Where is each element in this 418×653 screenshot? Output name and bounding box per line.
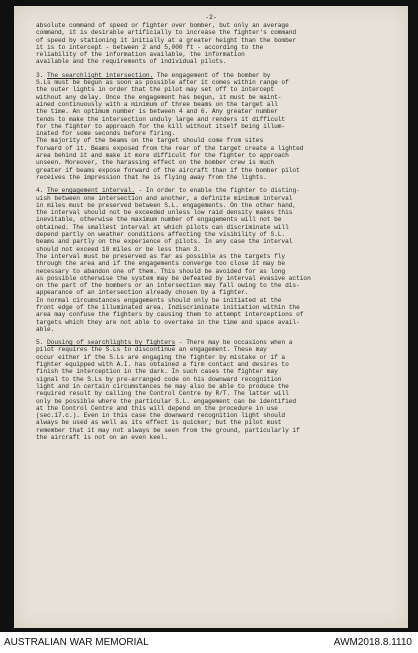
text-line — [36, 137, 390, 144]
text-line — [36, 130, 390, 137]
line-text: inevitable, otherwise the maximum number of engagements will not be — [36, 216, 282, 224]
text-line — [36, 22, 390, 29]
line-text: required result by calling the Control Centre by R/T. The latter will — [36, 390, 289, 398]
section-heading: The searchlight intersection. — [47, 71, 154, 79]
document-body — [36, 22, 390, 447]
paragraph — [36, 187, 390, 333]
line-text: command, it is desirable artificially to increase the fighter's command — [36, 29, 297, 37]
line-text: tends to make the intersection unduly large and renders it difficult — [36, 115, 286, 123]
text-line — [36, 72, 390, 79]
section-heading: The engagement interval. — [47, 187, 135, 195]
document-page — [14, 6, 408, 628]
text-line — [36, 195, 390, 202]
line-text: forward of it. Beams exposed from the rear of the target create a lighted — [36, 144, 304, 152]
line-text: fighter equipped with A.I. has obtained a firm contact and desires to — [36, 361, 289, 369]
line-text: signal to the S.Ls by pre-arranged code on his downward recognition — [36, 375, 282, 383]
section-heading: Dousing of searchlights by fighters — [47, 339, 176, 347]
text-line — [36, 238, 390, 245]
text-line — [36, 145, 390, 152]
text-line — [36, 152, 390, 159]
line-text: through the area and if the engagements converge too close it may be — [36, 260, 286, 268]
text-line — [36, 174, 390, 181]
line-text: The majority of the beams on the target should come from sites — [36, 137, 264, 145]
line-text: depend partly on weather conditions affecting the visibility of S.L. — [36, 231, 286, 239]
text-line — [36, 427, 390, 434]
text-line — [36, 376, 390, 383]
line-text: it is to intercept - between 2 and 5,000 ft - according to the — [36, 43, 264, 51]
text-line — [36, 326, 390, 333]
line-text: The interval must be preserved as far as possible as the targets fly — [36, 252, 286, 260]
line-text: the outer lights in order that the pilot may set off to intercept — [36, 86, 275, 94]
line-text: always be used as well as its effect is quicker; but the pilot must — [36, 419, 282, 427]
line-text: receives the impression that he is flying away from the lights. — [36, 173, 267, 181]
archive-footer — [0, 632, 418, 653]
line-text: inated for some seconds before firing. — [36, 130, 176, 138]
text-line — [36, 361, 390, 368]
line-text: the interval should not be exceeded unless low raid density makes this — [36, 209, 293, 217]
section-number: 3. — [36, 71, 44, 79]
text-line — [36, 412, 390, 419]
text-line — [36, 354, 390, 361]
text-line — [36, 289, 390, 296]
line-text: unseen. Moreover, the harassing effect on the bomber crew is much — [36, 159, 275, 167]
text-line — [36, 319, 390, 326]
line-text: without any delay. Once the engagement has begun, it must be maint- — [36, 93, 282, 101]
line-text: front edge of the illuminated area. Indiscriminate initiation within the — [36, 303, 300, 311]
page-number: -2- — [205, 14, 217, 21]
line-text: able. — [36, 325, 55, 333]
line-text: ained continuously with a minimum of three beams on the target all — [36, 100, 278, 108]
text-line — [36, 167, 390, 174]
text-line — [36, 383, 390, 390]
text-line — [36, 101, 390, 108]
line-text: the aircraft is not on an even keel. — [36, 434, 168, 442]
line-text: appearance of an intersection already chosen by a fighter. — [36, 289, 249, 297]
text-line — [36, 37, 390, 44]
line-text: obtained. The smallest interval at which pilots can discriminate will — [36, 223, 289, 231]
line-text: absolute command of speed or fighter over bomber, but only an average — [36, 22, 289, 29]
text-line — [36, 108, 390, 115]
line-text: beams and partly on the experience of pilots. In any case the interval — [36, 238, 293, 246]
line-text: The engagement of the bomber by — [156, 71, 271, 79]
line-text: remember that it may not always be seen from the ground, particularly if — [36, 426, 300, 434]
text-line — [36, 159, 390, 166]
line-text: on the part of the bombers or an intersection may fall owing to the dis- — [36, 282, 300, 290]
line-text: S.Ls must be begun as soon as possible after it comes within range of — [36, 79, 289, 87]
text-line — [36, 390, 390, 397]
paragraph — [36, 22, 390, 66]
text-line — [36, 116, 390, 123]
text-line — [36, 94, 390, 101]
text-line — [36, 44, 390, 51]
text-line — [36, 297, 390, 304]
line-text: of speed by stationing it initially at a greater height than the bomber — [36, 36, 297, 44]
section-number: 4. — [36, 187, 44, 195]
line-text: area behind it and make it more difficult for the fighter to approach — [36, 152, 289, 160]
line-text: area may confuse the fighters by causing them to attempt interceptions of — [36, 311, 304, 319]
text-line — [36, 202, 390, 209]
text-line — [36, 434, 390, 441]
section-number: 5. — [36, 339, 44, 347]
line-text: (sec.17.c.). Even in this case the downward recognition light should — [36, 412, 286, 420]
line-text: pilot requires the S.Ls to discontinue an engagement. These may — [36, 346, 267, 354]
line-text: uish between one intersection and another, a definite minimum interval — [36, 194, 293, 202]
text-line — [36, 405, 390, 412]
text-line — [36, 275, 390, 282]
line-text: available and the requirements of individual pilots. — [36, 58, 227, 66]
text-line — [36, 224, 390, 231]
paragraph — [36, 72, 390, 181]
text-line — [36, 368, 390, 375]
text-line — [36, 268, 390, 275]
line-text: In normal circumstances engagements should only be initiated at the — [36, 296, 282, 304]
text-line — [36, 282, 390, 289]
line-text: reliability of the information available, the information — [36, 51, 245, 59]
text-line — [36, 187, 390, 194]
institution-name: AUSTRALIAN WAR MEMORIAL — [4, 637, 149, 648]
text-line — [36, 216, 390, 223]
text-line — [36, 253, 390, 260]
text-line — [36, 339, 390, 346]
text-line — [36, 346, 390, 353]
text-line — [36, 58, 390, 65]
paragraph — [36, 339, 390, 441]
line-text: - In order to enable the fighter to disting- — [138, 187, 300, 195]
text-line — [36, 79, 390, 86]
line-text: occur either if the S.Ls are engaging the fighter by mistake or if a — [36, 353, 286, 361]
line-text: should not exceed 10 miles or be less than 3. — [36, 245, 201, 253]
text-line — [36, 260, 390, 267]
text-line — [36, 304, 390, 311]
text-line — [36, 209, 390, 216]
line-text: as possible otherwise the system may be defeated by interval evasive action — [36, 274, 311, 282]
text-line — [36, 86, 390, 93]
text-line — [36, 398, 390, 405]
line-text: in miles must be preserved between S.L. engagements. On the other hand, — [36, 201, 297, 209]
text-line — [36, 123, 390, 130]
line-text: greater if beams expose forward of the aircraft than if the bomber pilot — [36, 166, 300, 174]
accession-number: AWM2018.8.1110 — [333, 637, 412, 648]
text-line — [36, 246, 390, 253]
line-text: - There may be occasions when a — [178, 339, 293, 347]
line-text: finish the interception in the dark. In such cases the fighter may — [36, 368, 278, 376]
text-line — [36, 419, 390, 426]
line-text: necessary to abandon one of them. This should be avoided for as long — [36, 267, 286, 275]
text-line — [36, 231, 390, 238]
line-text: targets which they are not able to overtake in the time and space avail- — [36, 318, 300, 326]
line-text: light and in certain circumstances he may also be able to produce the — [36, 382, 289, 390]
line-text: for the fighter to approach for the kill without itself being illum- — [36, 122, 286, 130]
text-line — [36, 51, 390, 58]
text-line — [36, 29, 390, 36]
line-text: at the Control Centre and this will depend on the procedure in use — [36, 404, 278, 412]
line-text: the time. An optimum number is between 4 and 6. Any greater number — [36, 108, 278, 116]
text-line — [36, 311, 390, 318]
line-text: only be possible where the particular S.L. engagement can be identified — [36, 397, 297, 405]
